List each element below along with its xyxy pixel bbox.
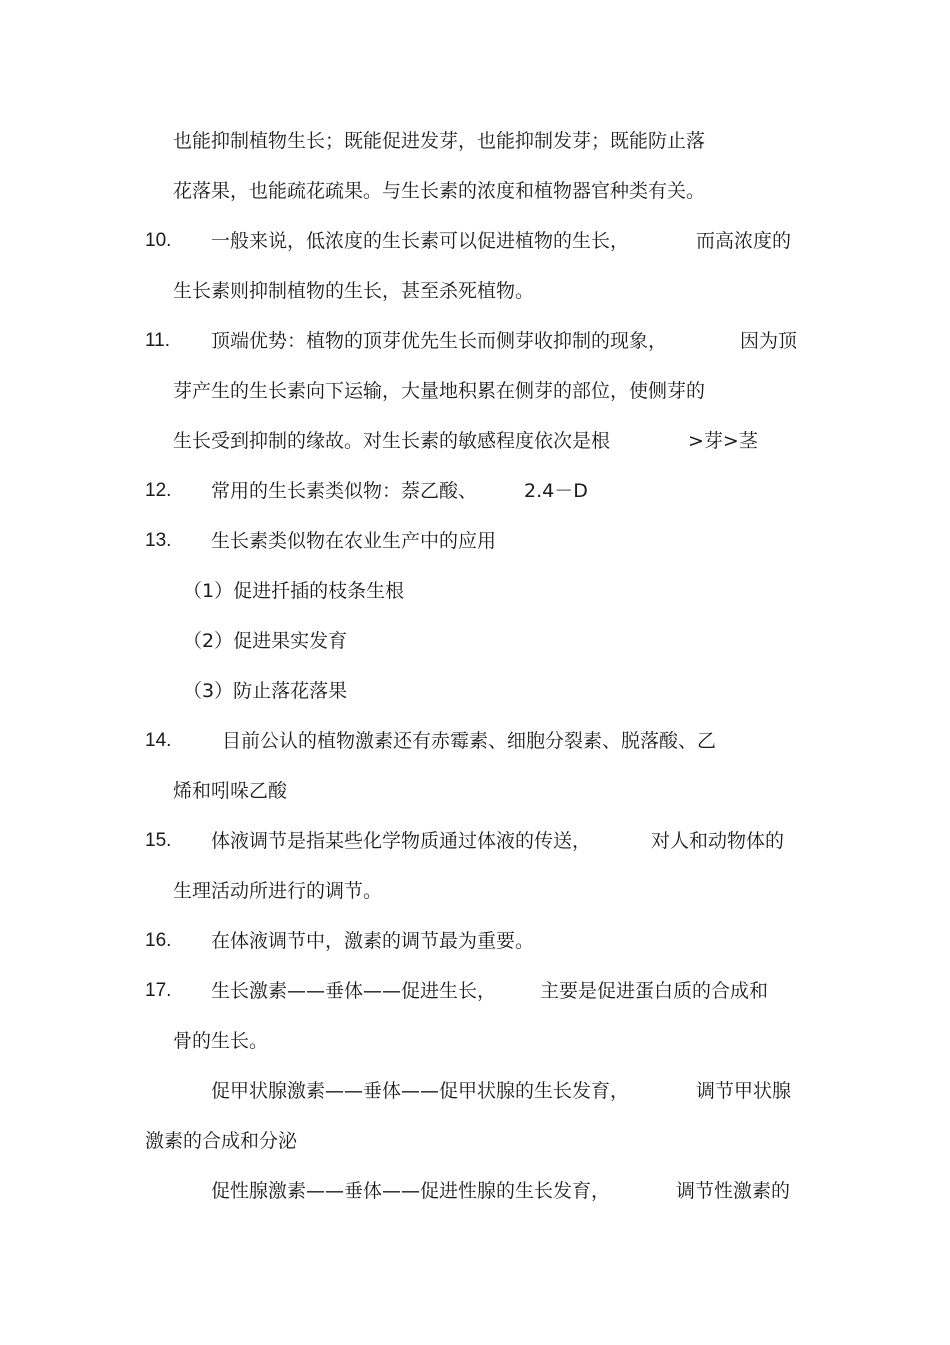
text-line: 2.4－D	[524, 480, 588, 502]
item-number: 10.	[145, 230, 172, 251]
text-line: 生长素则抑制植物的生长，甚至杀死植物。	[173, 280, 535, 302]
text-line: 花落果，也能疏花疏果。与生长素的浓度和植物器官种类有关。	[173, 180, 706, 202]
text-line: 骨的生长。	[173, 1030, 269, 1052]
item-number: 12.	[145, 480, 172, 501]
text-line: 而高浓度的	[696, 230, 792, 252]
text-line: 芽产生的生长素向下运输，大量地积累在侧芽的部位，使侧芽的	[173, 380, 706, 402]
item-number: 11.	[145, 330, 171, 351]
item-number: 16.	[145, 930, 172, 951]
text-line: 一般来说，低浓度的生长素可以促进植物的生长，	[211, 230, 630, 252]
text-line: 烯和吲哚乙酸	[173, 780, 288, 802]
text-line: 体液调节是指某些化学物质通过体液的传送，	[211, 830, 592, 852]
text-line: 生理活动所进行的调节。	[173, 880, 383, 902]
text-line: 顶端优势：植物的顶芽优先生长而侧芽收抑制的现象，	[211, 330, 668, 352]
item-number: 13.	[145, 530, 172, 551]
text-line: 生长受到抑制的缘故。对生长素的敏感程度依次是根	[173, 430, 611, 452]
text-line: 调节甲状腺	[696, 1080, 792, 1102]
sub-item: （3）防止落花落果	[183, 680, 348, 702]
text-line: 也能抑制植物生长；既能促进发芽，也能抑制发芽；既能防止落	[173, 130, 706, 152]
text-line: 生长激素——垂体——促进生长，	[211, 980, 497, 1002]
text-line: 主要是促进蛋白质的合成和	[540, 980, 769, 1002]
text-line: 目前公认的植物激素还有赤霉素、细胞分裂素、脱落酸、乙	[222, 730, 717, 752]
text-line: 促性腺激素——垂体——促进性腺的生长发育，	[211, 1180, 611, 1202]
text-line: >芽>茎	[688, 430, 758, 452]
item-number: 17.	[145, 980, 172, 1001]
text-line: 促甲状腺激素——垂体——促甲状腺的生长发育，	[211, 1080, 630, 1102]
sub-item: （2）促进果实发育	[183, 630, 348, 652]
text-line: 生长素类似物在农业生产中的应用	[211, 530, 497, 552]
text-line: 在体液调节中，激素的调节最为重要。	[211, 930, 535, 952]
item-number: 15.	[145, 830, 172, 851]
text-line: 对人和动物体的	[651, 830, 785, 852]
text-line: 因为顶	[740, 330, 798, 352]
item-number: 14.	[145, 730, 172, 751]
text-line: 激素的合成和分泌	[145, 1130, 298, 1152]
text-line: 调节性激素的	[676, 1180, 791, 1202]
sub-item: （1）促进扦插的枝条生根	[183, 580, 405, 602]
text-line: 常用的生长素类似物：萘乙酸、	[211, 480, 478, 502]
